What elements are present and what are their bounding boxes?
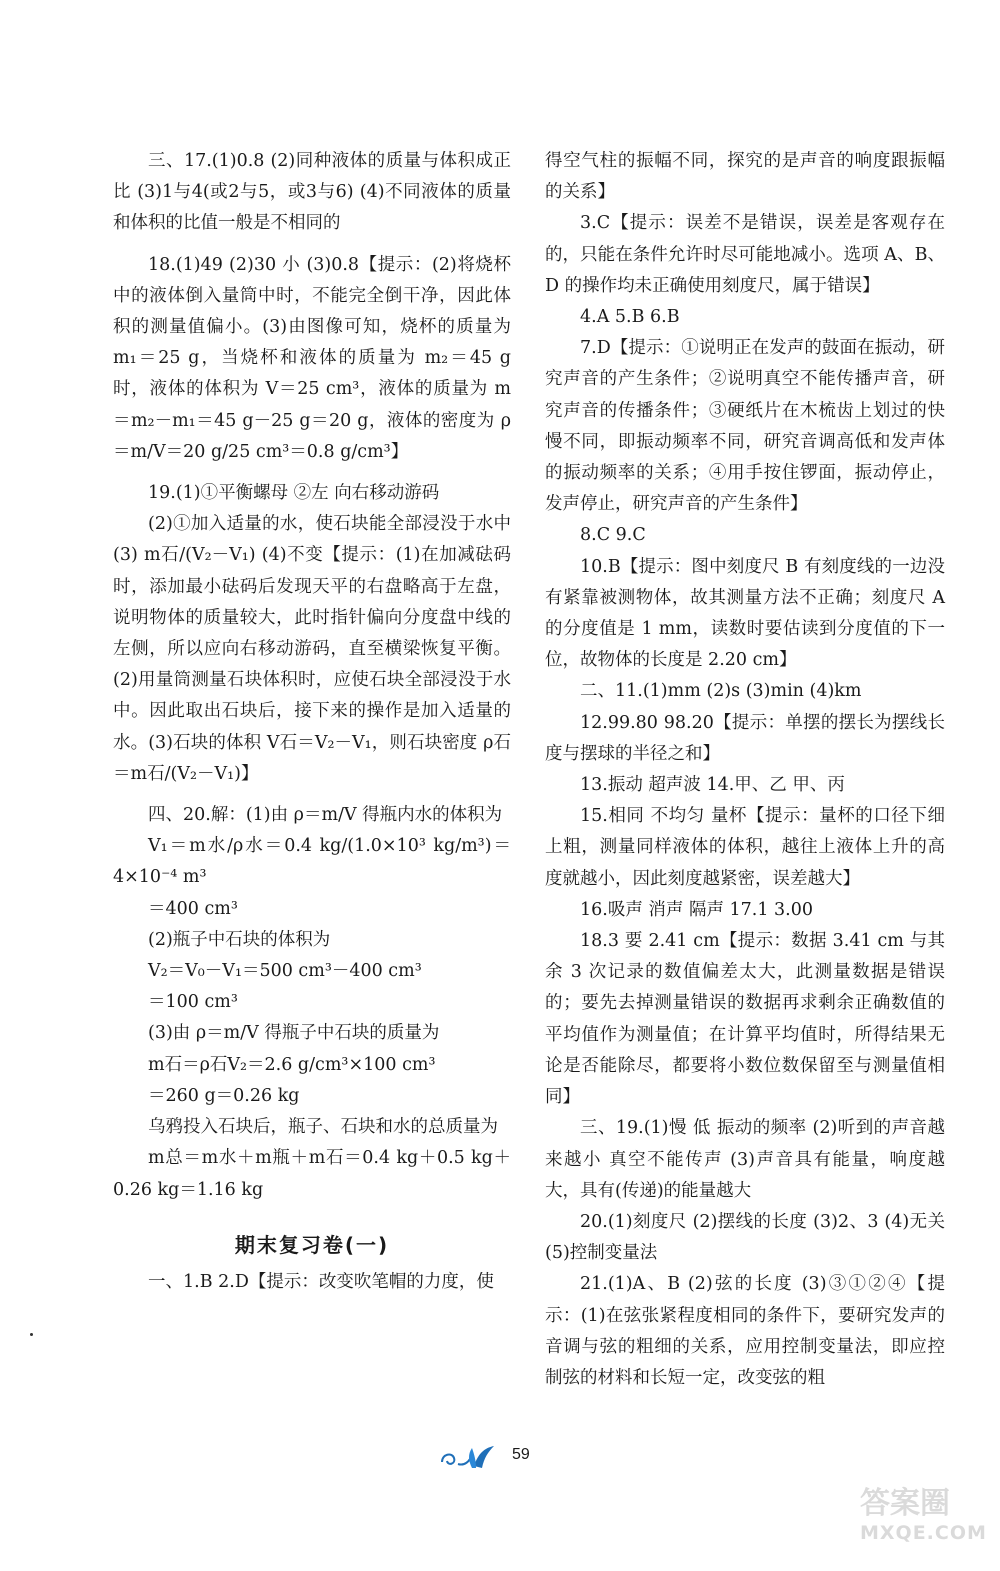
answer-18: 18.3 要 2.41 cm【提示：数据 3.41 cm 与其余 3 次记录的数值偏差太大，此测量数据是错误的；要先去掉测量错误的数据再求剩余正确数值的平均值作为测量值；在计算平均值时，所得结果无论是否能除尽，都要将小数位数保留至与测量值相同】 bbox=[545, 931, 945, 1108]
answer-20-total-intro: 乌鸦投入石块后，瓶子、石块和水的总质量为 bbox=[148, 1117, 498, 1138]
answer-11: 二、11.(1)mm (2)s (3)min (4)km bbox=[580, 681, 862, 702]
answer-12: 12.99.80 98.20【提示：单摆的摆长为摆线长度与摆球的半径之和】 bbox=[545, 712, 945, 764]
answer-15: 15.相同 不均匀 量杯【提示：量杯的口径下细上粗，测量同样液体的体积，越往上液体上升的高度就越小，因此刻度越紧密，误差越大】 bbox=[545, 806, 945, 889]
answer-4-6: 4.A 5.B 6.B bbox=[580, 307, 680, 328]
answer-20-formula-3: m石＝ρ石V₂＝2.6 g/cm³×100 cm³ bbox=[148, 1054, 436, 1075]
left-column bbox=[113, 146, 511, 1298]
answer-20-result-1: ＝400 cm³ bbox=[148, 898, 238, 919]
section-title: 期末复习卷(一) bbox=[234, 1232, 390, 1257]
answer-10: 10.B【提示：图中刻度尺 B 有刻度线的一边没有紧靠被测物体，故其测量方法不正确；刻度尺 A 的分度值是 1 mm，读数时要估读到分度值的下一位，故物体的长度是 2.20 cm】 bbox=[545, 556, 945, 671]
page-number: 59 bbox=[512, 1446, 530, 1463]
answer-2-cont: 得空气柱的振幅不同，探究的是声音的响度跟振幅的关系】 bbox=[545, 151, 945, 203]
watermark-url: MXQE.COM bbox=[860, 1522, 987, 1544]
answer-20: 20.(1)刻度尺 (2)摆线的长度 (3)2、3 (4)无关 (5)控制变量法 bbox=[545, 1211, 945, 1264]
answer-20-formula-1: V₁＝m水/ρ水＝0.4 kg/(1.0×10³ kg/m³)＝4×10⁻⁴ m³ bbox=[113, 836, 511, 888]
answer-18: 18.(1)49 (2)30 小 (3)0.8【提示：(2)将烧杯中的液体倒入量筒中时，不能完全倒干净，因此体积的测量值偏小。(3)由图像可知，烧杯的质量为 m₁＝25 g，当烧杯和液体的质量为 m₂＝45 g 时，液体的体积为 V＝25 cm³，液体的质量为 m＝m₂－m₁＝45 g－25 g＝20 g，液体的密度为 ρ＝m/V＝20 g/25 cm³＝0.8 g/cm³】 bbox=[113, 254, 511, 462]
review-answer-1-2: 一、1.B 2.D【提示：改变吹笔帽的力度，使 bbox=[148, 1271, 494, 1292]
answer-20-result-3: ＝260 g＝0.26 kg bbox=[148, 1085, 300, 1106]
scan-dot bbox=[30, 1333, 33, 1336]
answer-16-17: 16.吸声 消声 隔声 17.1 3.00 bbox=[580, 899, 814, 920]
swirl-ornament-icon bbox=[438, 1442, 498, 1472]
watermark bbox=[860, 1478, 990, 1568]
right-column bbox=[545, 146, 945, 1394]
answer-19-part1: 19.(1)①平衡螺母 ②左 向右移动游码 bbox=[148, 483, 440, 504]
answer-19: 三、19.(1)慢 低 振动的频率 (2)听到的声音越来越小 真空不能传声 (3)声音具有能量，响度越大，具有(传递)的能量越大 bbox=[545, 1118, 945, 1201]
answer-7: 7.D【提示：①说明正在发声的鼓面在振动，研究声音的产生条件；②说明真空不能传播声音，研究声音的传播条件；③硬纸片在木梳齿上划过的快慢不同，即振动频率不同，研究音调高低和发声体的振动频率的关系；④用手按住锣面，振动停止，发声停止，研究声音的产生条件】 bbox=[545, 338, 945, 515]
answer-8-9: 8.C 9.C bbox=[580, 525, 646, 546]
answer-20-total: m总＝m水＋m瓶＋m石＝0.4 kg＋0.5 kg＋0.26 kg＝1.16 kg bbox=[113, 1148, 511, 1200]
answer-13-14: 13.振动 超声波 14.甲、乙 甲、丙 bbox=[580, 775, 845, 796]
answer-20-step-2: (2)瓶子中石块的体积为 bbox=[148, 929, 331, 950]
answer-20-intro: 四、20.解：(1)由 ρ＝m/V 得瓶内水的体积为 bbox=[148, 805, 503, 826]
answer-20-formula-2: V₂＝V₀－V₁＝500 cm³－400 cm³ bbox=[148, 961, 422, 982]
watermark-logo: 答案圈 bbox=[860, 1486, 950, 1521]
answer-21: 21.(1)A、B (2)弦的长度 (3)③①②④【提示：(1)在弦张紧程度相同的条件下，要研究发声的音调与弦的粗细的关系，应用控制变量法，即应控制弦的材料和长短一定，改变弦的粗 bbox=[545, 1274, 945, 1388]
answer-20-step-3: (3)由 ρ＝m/V 得瓶子中石块的质量为 bbox=[148, 1023, 440, 1044]
answer-20-result-2: ＝100 cm³ bbox=[148, 992, 238, 1013]
answer-17: 三、17.(1)0.8 (2)同种液体的质量与体积成正比 (3)1与4(或2与5，或3与6) (4)不同液体的质量和体积的比值一般是不相同的 bbox=[113, 151, 511, 234]
answer-3: 3.C【提示：误差不是错误，误差是客观存在的，只能在条件允许时尽可能地减小。选项 A、B、D 的操作均未正确使用刻度尺，属于错误】 bbox=[545, 213, 945, 296]
answer-19-part2: (2)①加入适量的水，使石块能全部浸没于水中 (3) m石/(V₂－V₁) (4)不变【提示：(1)在加减砝码时，添加最小砝码后发现天平的右盘略高于左盘，说明物体的质量较大，此时指针偏向分度盘中线的左侧，所以应向右移动游码，直至横梁恢复平衡。(2)用量筒测量石块体积时，应使石块全部浸没于水中。因此取出石块后，接下来的操作是加入适量的水。(3)石块的体积 V石＝V₂－V₁，则石块密度 ρ石＝m石/(V₂－V₁)】 bbox=[113, 514, 511, 784]
